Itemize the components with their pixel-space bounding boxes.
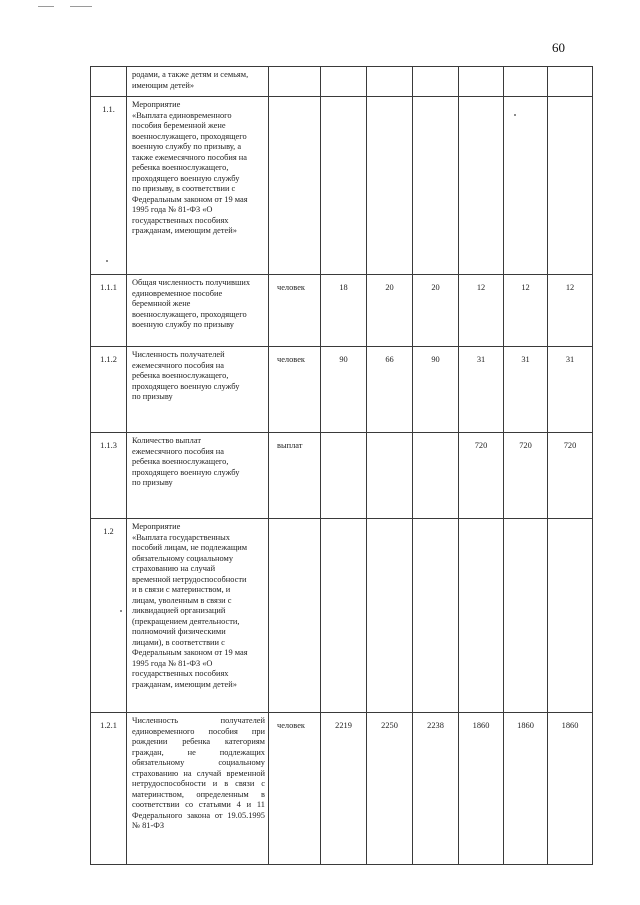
value-cell: 90	[413, 347, 459, 433]
value-cell: 720	[548, 433, 593, 519]
value-cell	[504, 519, 548, 713]
row-description	[127, 519, 269, 713]
value-cell	[413, 97, 459, 275]
row-unit	[269, 67, 321, 97]
value-cell	[321, 67, 367, 97]
value-cell: 18	[321, 275, 367, 347]
value-cell: 66	[367, 347, 413, 433]
value-cell	[367, 433, 413, 519]
value-cell	[413, 433, 459, 519]
row-unit: человек	[269, 347, 321, 433]
value-cell	[367, 97, 413, 275]
value-cell	[459, 67, 504, 97]
row-description-text: Мероприятие «Выплата государственных пособий лицам, не подлежащим обязательному социальному страхованию на случай временной нетрудоспособности и в связи с материнством, и лицам, уволенным в связи с ликвидацией организаций (прекращением деятельности, полномочий физическими лицами), в соответствии с Федеральным законом от 19 мая 1995 года № 81-ФЗ «О государственных пособиях гражданам, имеющим детей»	[132, 522, 248, 689]
scan-mark-right	[70, 6, 92, 7]
value-cell	[367, 67, 413, 97]
table-row	[91, 347, 593, 433]
row-description	[127, 713, 269, 865]
row-description	[127, 433, 269, 519]
row-number	[91, 67, 127, 97]
value-cell: 2238	[413, 713, 459, 865]
value-cell: 12	[459, 275, 504, 347]
value-cell	[321, 433, 367, 519]
row-description-text: Мероприятие «Выплата единовременного пособия беременной жене военнослужащего, проходящего военную службу по призыву, а также ежемесячного пособия на ребенка военнослужащего, проходящего военную службу по призыву, в соответствии с Федеральным законом от 19 мая 1995 года № 81-ФЗ «О государственных пособиях гражданам, имеющим детей»	[132, 100, 248, 235]
row-number: 1.1.3	[91, 433, 127, 519]
table-row	[91, 97, 593, 275]
scan-speck	[106, 260, 108, 262]
value-cell: 12	[504, 275, 548, 347]
value-cell: 31	[548, 347, 593, 433]
row-unit: выплат	[269, 433, 321, 519]
row-description-text: Общая численность получивших единовременное пособие беремнной жене военнослужащего, проходящего военную службу по призыву	[132, 278, 251, 329]
value-cell	[459, 97, 504, 275]
row-unit	[269, 97, 321, 275]
value-cell	[504, 67, 548, 97]
value-cell: 31	[504, 347, 548, 433]
value-cell: 20	[413, 275, 459, 347]
row-number: 1.1.2	[91, 347, 127, 433]
row-number: 1.1.	[91, 97, 127, 275]
value-cell	[504, 97, 548, 275]
scan-speck	[514, 114, 516, 116]
table-row	[91, 713, 593, 865]
value-cell: 1860	[459, 713, 504, 865]
value-cell	[321, 519, 367, 713]
table-body	[91, 67, 593, 865]
scan-mark-left	[38, 6, 54, 7]
table-row	[91, 67, 593, 97]
value-cell: 90	[321, 347, 367, 433]
row-unit: человек	[269, 713, 321, 865]
row-description-text: Численность получателей ежемесячного пособия на ребенка военнослужащего, проходящего военную службу по призыву	[132, 350, 240, 401]
row-description	[127, 275, 269, 347]
table-row	[91, 433, 593, 519]
row-unit	[269, 519, 321, 713]
row-description	[127, 97, 269, 275]
value-cell: 720	[504, 433, 548, 519]
row-number: 1.1.1	[91, 275, 127, 347]
value-cell	[321, 97, 367, 275]
scan-speck	[120, 610, 122, 612]
value-cell: 1860	[504, 713, 548, 865]
value-cell: 12	[548, 275, 593, 347]
value-cell	[413, 67, 459, 97]
row-unit: человек	[269, 275, 321, 347]
value-cell	[413, 519, 459, 713]
row-description-text: Количество выплат ежемесячного пособия на ребенка военнослужащего, проходящего военную службу по призыву	[132, 436, 240, 487]
row-description-text: Численность получателей единовременного пособия при рождении ребенка категориям граждан, не подлежащих обязательному социальному страхованию на случай временной нетрудоспособности и в связи с материнством, определенным в соответствии со статьями 4 и 11 Федерального закона от 19.05.1995 № 81-ФЗ	[132, 716, 265, 830]
value-cell	[548, 519, 593, 713]
value-cell: 2250	[367, 713, 413, 865]
row-description	[127, 347, 269, 433]
table-row	[91, 275, 593, 347]
row-number: 1.2.1	[91, 713, 127, 865]
value-cell	[548, 67, 593, 97]
indicators-table	[90, 66, 593, 865]
value-cell	[548, 97, 593, 275]
value-cell	[459, 519, 504, 713]
value-cell: 20	[367, 275, 413, 347]
table-row	[91, 519, 593, 713]
value-cell: 2219	[321, 713, 367, 865]
page-number: 60	[552, 40, 565, 55]
value-cell: 31	[459, 347, 504, 433]
value-cell	[367, 519, 413, 713]
row-number: 1.2	[91, 519, 127, 713]
value-cell: 1860	[548, 713, 593, 865]
row-description-text: родами, а также детям и семьям, имеющим детей»	[132, 70, 249, 90]
value-cell: 720	[459, 433, 504, 519]
row-description	[127, 67, 269, 97]
